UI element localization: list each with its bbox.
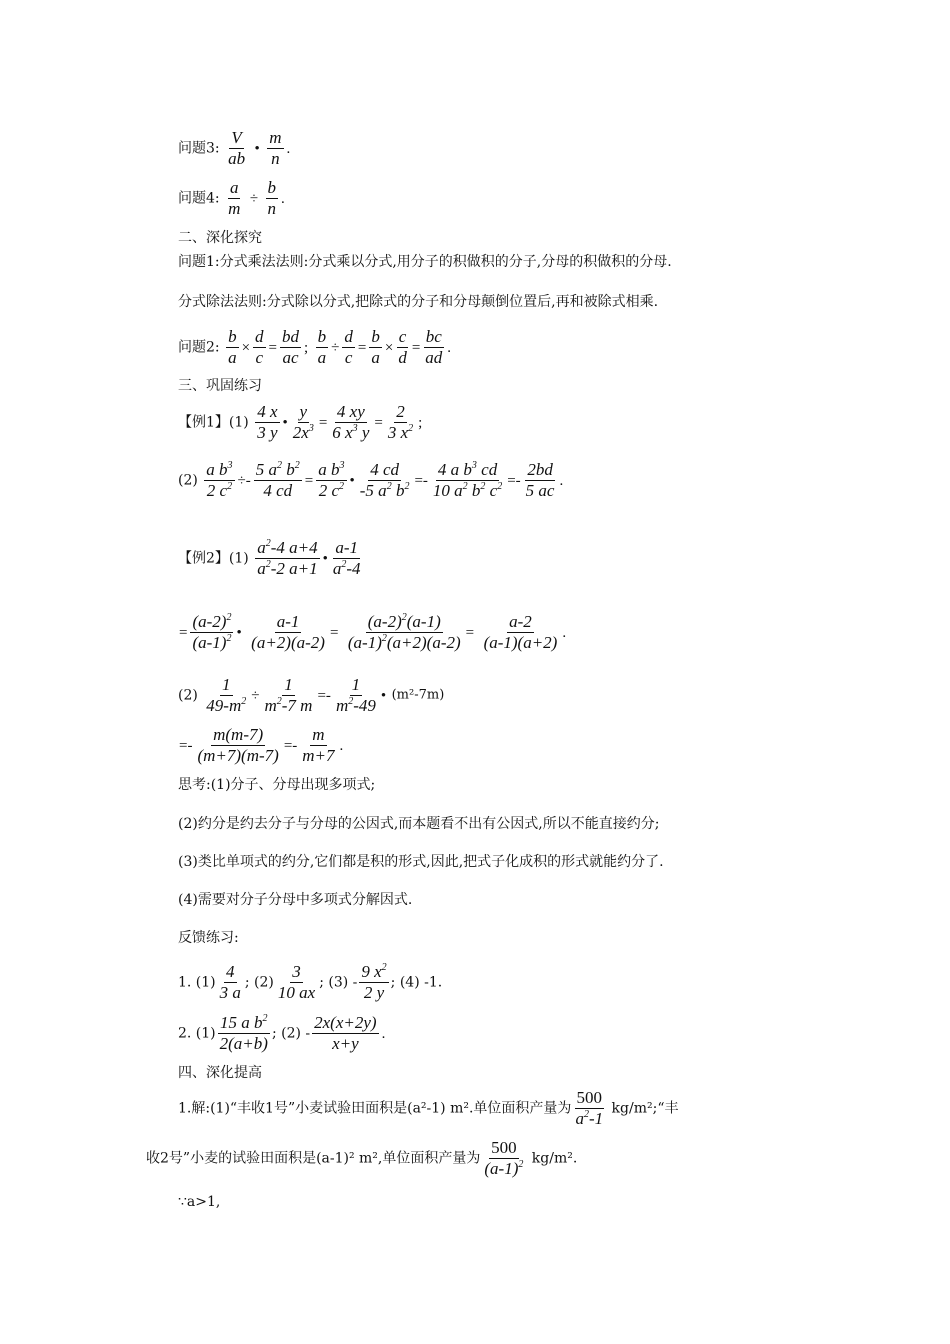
think-3: (3)类比单项式的约分,它们都是积的形式,因此,把式子化成积的形式就能约分了. xyxy=(178,854,664,870)
feedback-2: 2. (1) $\frac{15 a b^2}{2(a+b)}$ ; (2) - $\frac{2x(x+2y)}{x+y}$ . xyxy=(178,1013,386,1053)
solution-line-2: 收2号”小麦的试验田面积是(a-1)² m²,单位面积产量为 $\frac{500}{(a-1)^2}$ kg/m². xyxy=(146,1138,578,1178)
example-1-label: 【例1】(1) xyxy=(178,414,249,431)
fraction: $\frac{V}{ab}$ xyxy=(228,128,246,168)
example-1-part-2: (2) $\frac{a b^3}{2 c^2}$ ÷- $\frac{5 a^2 b^2}{4 cd}$ = $\frac{a b^3}{2 c^2}$ • $\frac{4 cd}{-5 a^2 b^2}$ =- $\frac{4 a b^3 cd}{10 a^2 b^2 c^2}$ =- $\frac{2bd}{5 ac}$ . xyxy=(178,460,564,500)
question-4-label: 问题4: xyxy=(178,190,220,207)
question-4-line: 问题4: $\frac{a}{m}$ ÷ $\frac{b}{n}$ . xyxy=(178,178,285,218)
fraction: $\frac{b}{n}$ xyxy=(267,178,276,218)
question-2-label: 问题2: xyxy=(178,339,220,356)
section-3-heading: 三、巩固练习 xyxy=(178,378,262,394)
section-2-heading: 二、深化探究 xyxy=(178,230,262,246)
think-2: (2)约分是约去分子与分母的公因式,而本题看不出有公因式,所以不能直接约分; xyxy=(178,816,660,832)
since-line: ∵a>1, xyxy=(178,1194,221,1210)
feedback-1: 1. (1) $\frac{4}{3 a}$ ; (2) $\frac{3}{10 ax}$ ; (3) - $\frac{9 x^2}{2 y}$ ; (4) -1. xyxy=(178,962,443,1002)
fraction: $\frac{a}{m}$ xyxy=(228,178,241,218)
section-4-heading: 四、深化提高 xyxy=(178,1065,262,1081)
multiplication-rule: 问题1:分式乘法法则:分式乘以分式,用分子的积做积的分子,分母的积做积的分母. xyxy=(178,254,672,270)
solution-line-1: 1.解:(1)“丰收1号”小麦试验田面积是(a²-1) m².单位面积产量为 $\frac{500}{a^2-1}$ kg/m²;“丰 xyxy=(178,1088,679,1128)
question-3-line: 问题3: $\frac{V}{ab}$ • $\frac{m}{n}$ . xyxy=(178,128,291,168)
example-2-part-2: (2) $\frac{1}{49-m^2}$ ÷ $\frac{1}{m^2-7 m}$ =- $\frac{1}{m^2-49}$ • (m²-7m) xyxy=(178,675,445,715)
example-1-part-1: 【例1】(1) $\frac{4 x}{3 y}$ • $\frac{y}{2x^3}$ = $\frac{4 xy}{6 x^3 y}$ = $\frac{2}{3 x^2}$ ; xyxy=(178,402,423,442)
example-2-part-1-steps: = $\frac{(a-2)^2}{(a-1)^2}$ • $\frac{a-1}{(a+2)(a-2)}$ = $\frac{(a-2)^2(a-1)}{(a-1)^2(a+2)(a-2)}$ = $\frac{a-2}{(a-1)(a+2)}$ . xyxy=(179,612,567,652)
question-3-label: 问题3: xyxy=(178,140,220,157)
feedback-heading: 反馈练习: xyxy=(178,930,239,946)
question-2-line: 问题2: $\frac{b}{a}$ × $\frac{d}{c}$ = $\frac{bd}{ac}$ ; $\frac{b}{a}$ ÷ $\frac{d}{c}$ = $\frac{b}{a}$ × $\frac{c}{d}$ = $\frac{bc}{ad}$ . xyxy=(178,327,452,367)
example-2-part-1: 【例2】(1) $\frac{a^2-4 a+4}{a^2-2 a+1}$ • $\frac{a-1}{a^2-4}$ xyxy=(178,538,361,578)
fraction: $\frac{m}{n}$ xyxy=(269,128,282,168)
example-2-part-2-steps: =- $\frac{m(m-7)}{(m+7)(m-7)}$ =- $\frac{m}{m+7}$ . xyxy=(179,725,344,765)
think-1: 思考:(1)分子、分母出现多项式; xyxy=(178,777,376,793)
example-2-label: 【例2】(1) xyxy=(178,550,249,567)
think-4: (4)需要对分子分母中多项式分解因式. xyxy=(178,892,413,908)
division-rule: 分式除法法则:分式除以分式,把除式的分子和分母颠倒位置后,再和被除式相乘. xyxy=(178,294,659,310)
